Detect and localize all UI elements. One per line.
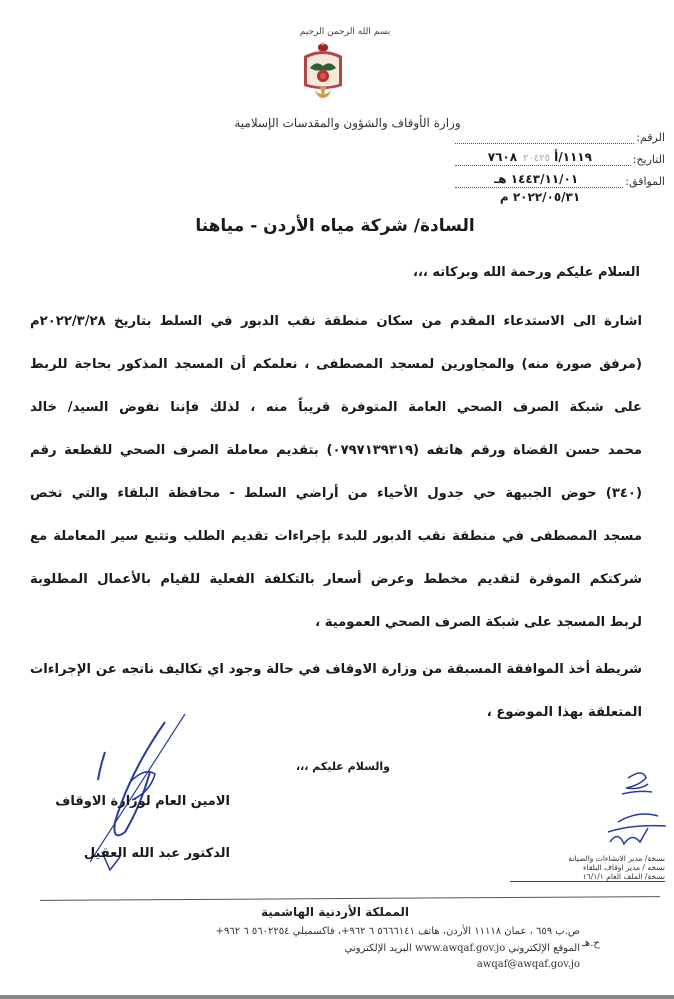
addressee: السادة/ شركة مياه الأردن - مياهنا	[195, 216, 475, 236]
letter-body	[30, 300, 642, 734]
corresponding-label: الموافق	[629, 175, 665, 188]
jordan-coat-of-arms-emblem	[298, 42, 348, 104]
basmala: بسم الله الرحمن الرحيم	[299, 27, 391, 37]
reference-date-row: التاريخ : ١١١٩/أ ٧٦٠٨٢٠٤٢٥	[455, 144, 665, 166]
reference-block	[455, 122, 665, 204]
greeting: السلام عليكم ورحمة الله وبركاته ،،،	[413, 265, 640, 280]
signatory-title: الامين العام لوزارة الاوقاف	[55, 794, 230, 809]
cc-line: نسخة/ الملف العام ١٦/١/١	[510, 872, 665, 882]
footer-address: ص.ب ٦٥٩ ، عمان ١١١١٨ الأردن، هاتف ٥٦٦٦١٤١ ٦ ٩٦٢+، فاكسميلي ٥٦٠٢٢٥٤ ٦ ٩٦٢+	[215, 926, 580, 937]
footer-email-row	[110, 959, 580, 970]
reference-number-row: الرقم :	[455, 122, 665, 144]
body-line: (مرفق صورة منه) والمجاورين لمسجد المصطفى ، نعلمكم أن المسجد المذكور بحاجة للربط	[30, 357, 642, 372]
body-line: المتعلقة بهذا الموضوع ،	[486, 705, 642, 720]
signatory-name: الدكتور عبد الله العقيل	[83, 846, 230, 861]
closing: والسلام عليكم ،،،	[295, 760, 390, 773]
cc-line: نسخة/ مدير الانشاءات والصيانة	[568, 854, 665, 863]
body-line: لربط المسجد على شبكة الصرف الصحي العمومية ،	[315, 615, 642, 630]
cc-line: نسخه / مدير اوقاف البلقاء	[583, 863, 665, 872]
body-line: شركتكم الموقرة لتقديم مخطط وعرض أسعار بالتكلفة الفعلية للقيام بالأعمال المطلوبة	[30, 572, 642, 587]
body-line: محمد حسن القضاة ورقم هاتفه (٠٧٩٧١٣٩٣١٩) بتقديم معاملة الصرف الصحي للقطعة رقم	[30, 443, 642, 458]
gregorian-date: ٢٠٢٢/٠٥/٣١ م	[499, 190, 581, 204]
body-line: اشارة الى الاستدعاء المقدم من سكان منطقة نقب الدبور في السلط بتاريخ ٢٠٢٢/٣/٢٨م	[30, 314, 642, 329]
hijri-date: ١٤٤٣/١١/٠١ هـ	[494, 172, 579, 186]
ministry-name: وزارة الأوقاف والشؤون والمقدسات الإسلامية	[234, 116, 461, 130]
cc-list	[510, 854, 665, 882]
reference-corresponding-row: الموافق : ١٤٤٣/١١/٠١ هـ	[455, 166, 665, 188]
date-value: ١١١٩/أ ٧٦٠٨	[487, 150, 592, 164]
footer-website-row	[110, 943, 580, 954]
typist-initials: ح.هـ	[582, 938, 600, 949]
body-line: (٣٤٠) حوض الجبيهة حي جدول الأحياء من أراضي السلط - محافظة البلقاء والتي تخص	[30, 486, 642, 501]
body-line: شريطة أخذ الموافقة المسبقة من وزارة الاوقاف في حالة وجود اي تكاليف ناتجه عن الإجراءات	[30, 662, 642, 677]
date-faint-stamp: ٢٠٤٢٥	[523, 153, 550, 164]
number-label: الرقم	[639, 131, 665, 144]
kingdom-name: المملكة الأردنية الهاشمية	[260, 905, 410, 919]
website-link[interactable]: www.awqaf.gov.jo	[414, 943, 506, 954]
footer-divider	[40, 896, 660, 901]
date-label: التاريخ	[636, 153, 665, 166]
email-label: البريد الإلكتروني	[344, 943, 412, 954]
body-line: على شبكة الصرف الصحي العامة المتوفرة قريباً منه ، لذلك فإننا نفوض السيد/ خالد	[30, 400, 642, 415]
email-link[interactable]: awqaf@awqaf.gov.jo	[476, 959, 580, 970]
website-label: الموقع الإلكتروني	[508, 943, 580, 954]
handwritten-initials	[588, 766, 673, 856]
body-line: مسجد المصطفى في منطقة نقب الدبور للبدء بإجراءات تقديم الطلب وتتبع سير المعاملة مع	[30, 529, 642, 544]
page-bottom-edge	[0, 995, 674, 999]
